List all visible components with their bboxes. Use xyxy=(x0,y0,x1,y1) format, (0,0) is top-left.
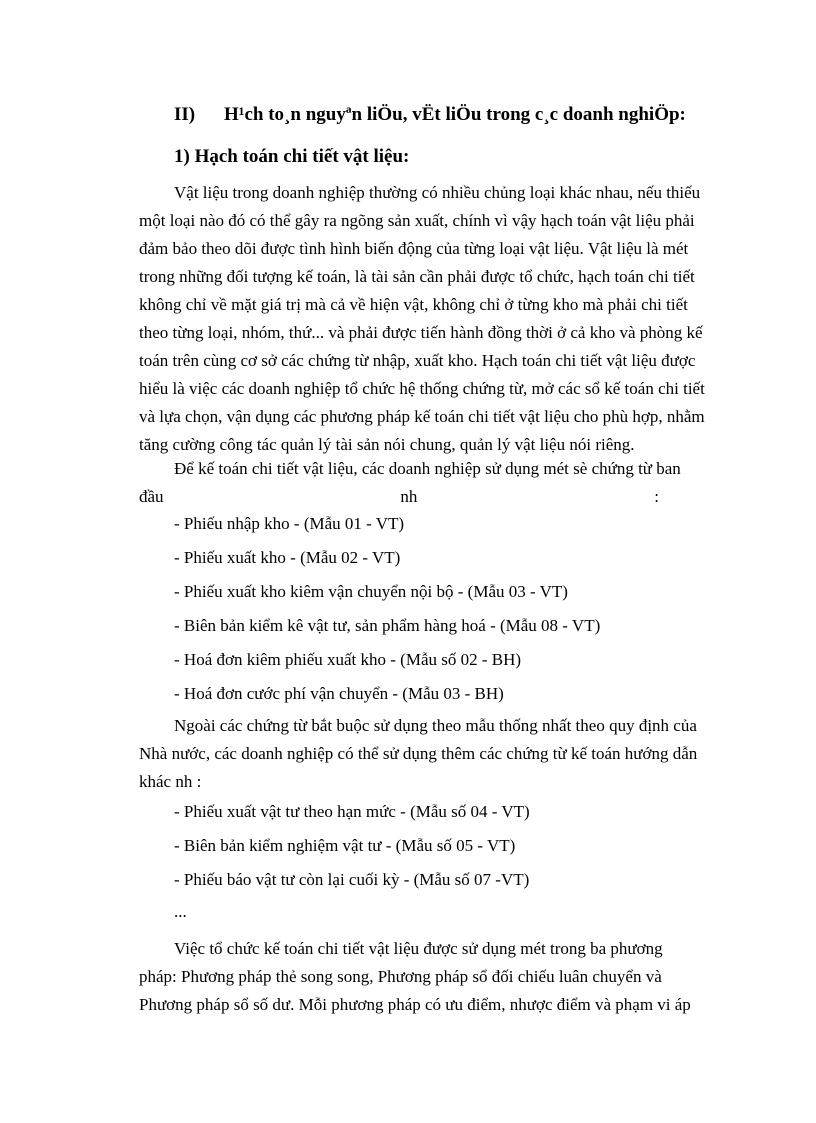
paragraph-2 xyxy=(139,455,681,511)
paragraph-line: trong những đối tượng kế toán, là tài sản cần phải được tổ chức, hạch toán chi tiết xyxy=(139,267,695,286)
paragraph-1 xyxy=(139,179,705,459)
paragraph-line: hiểu là việc các doanh nghiệp tổ chức hệ thống chứng từ, mở các sổ kế toán chi tiết xyxy=(139,379,705,398)
paragraph-line: đảm bảo theo dõi được tình hình biến động của từng loại vật liệu. Vật liệu là mét xyxy=(139,239,689,258)
paragraph-line: Ngoài các chứng từ bắt buộc sử dụng theo mẫu thống nhất theo quy định của xyxy=(174,716,697,735)
paragraph-line: đầu nh : xyxy=(139,487,659,506)
paragraph-line: không chỉ về mặt giá trị mà cả về hiện vật, không chỉ ở từng kho mà phải chi tiết xyxy=(139,295,688,314)
paragraph-line: Vật liệu trong doanh nghiệp thường có nhiều chủng loại khác nhau, nếu thiếu xyxy=(174,183,701,202)
paragraph-line: khác nh : xyxy=(139,772,202,791)
paragraph-line: một loại nào đó có thể gây ra ngõng sản xuất, chính vì vậy hạch toán vật liệu phải xyxy=(139,211,695,230)
list-item: - Phiếu nhập kho - (Mẫu 01 - VT) xyxy=(174,514,405,533)
paragraph-line: theo từng loại, nhóm, thứ... và phải được tiến hành đồng thời ở cả kho và phòng kế xyxy=(139,323,703,342)
list-item: - Hoá đơn cước phí vận chuyển - (Mẫu 03 - BH) xyxy=(174,684,504,703)
paragraph-line: và lựa chọn, vận dụng các phương pháp kế toán chi tiết vật liệu cho phù hợp, nhằm xyxy=(139,407,705,426)
section-heading xyxy=(174,104,686,126)
paragraph-line: toán trên cùng cơ sở các chứng từ nhập, xuất kho. Hạch toán chi tiết vật liệu được xyxy=(139,351,696,370)
list-item: - Biên bản kiểm nghiệm vật tư - (Mẫu số 05 - VT) xyxy=(174,836,516,855)
list-item: - Phiếu xuất vật tư theo hạn mức - (Mẫu số 04 - VT) xyxy=(174,802,530,821)
list-item: - Phiếu xuất kho - (Mẫu 02 - VT) xyxy=(174,548,401,567)
list-item: - Phiếu xuất kho kiêm vận chuyển nội bộ - (Mẫu 03 - VT) xyxy=(174,582,568,601)
paragraph-line: Phương pháp sổ số dư. Mỗi phương pháp có ưu điểm, nhược điểm và phạm vi áp xyxy=(139,995,691,1014)
paragraph-3 xyxy=(139,712,698,796)
list-item: - Phiếu báo vật tư còn lại cuối kỳ - (Mẫu số 07 -VT) xyxy=(174,870,530,889)
paragraph-line: Nhà nước, các doanh nghiệp có thể sử dụng thêm các chứng từ kế toán hướng dẫn xyxy=(139,744,698,763)
paragraph-line: Việc tổ chức kế toán chi tiết vật liệu được sử dụng mét trong ba phương xyxy=(174,939,663,958)
list-item: - Biên bản kiểm kê vật tư, sản phẩm hàng hoá - (Mẫu 08 - VT) xyxy=(174,616,601,635)
list-item: - Hoá đơn kiêm phiếu xuất kho - (Mẫu số 02 - BH) xyxy=(174,650,522,669)
section-number: II) xyxy=(174,104,196,125)
paragraph-line: pháp: Phương pháp thẻ song song, Phương pháp sổ đối chiếu luân chuyển và xyxy=(139,967,662,986)
section-title: H¹ch to¸n nguyªn liÖu, vËt liÖu trong c¸c doanh nghiÖp: xyxy=(224,104,686,125)
paragraph-4 xyxy=(139,935,691,1019)
list-item: ... xyxy=(174,902,187,921)
subsection-heading: 1) Hạch toán chi tiết vật liệu: xyxy=(174,146,410,167)
paragraph-line: Để kế toán chi tiết vật liệu, các doanh nghiệp sử dụng mét sè chứng từ ban xyxy=(174,459,681,478)
paragraph-line: tăng cường công tác quản lý tài sản nói chung, quản lý vật liệu nói riêng. xyxy=(139,435,635,454)
